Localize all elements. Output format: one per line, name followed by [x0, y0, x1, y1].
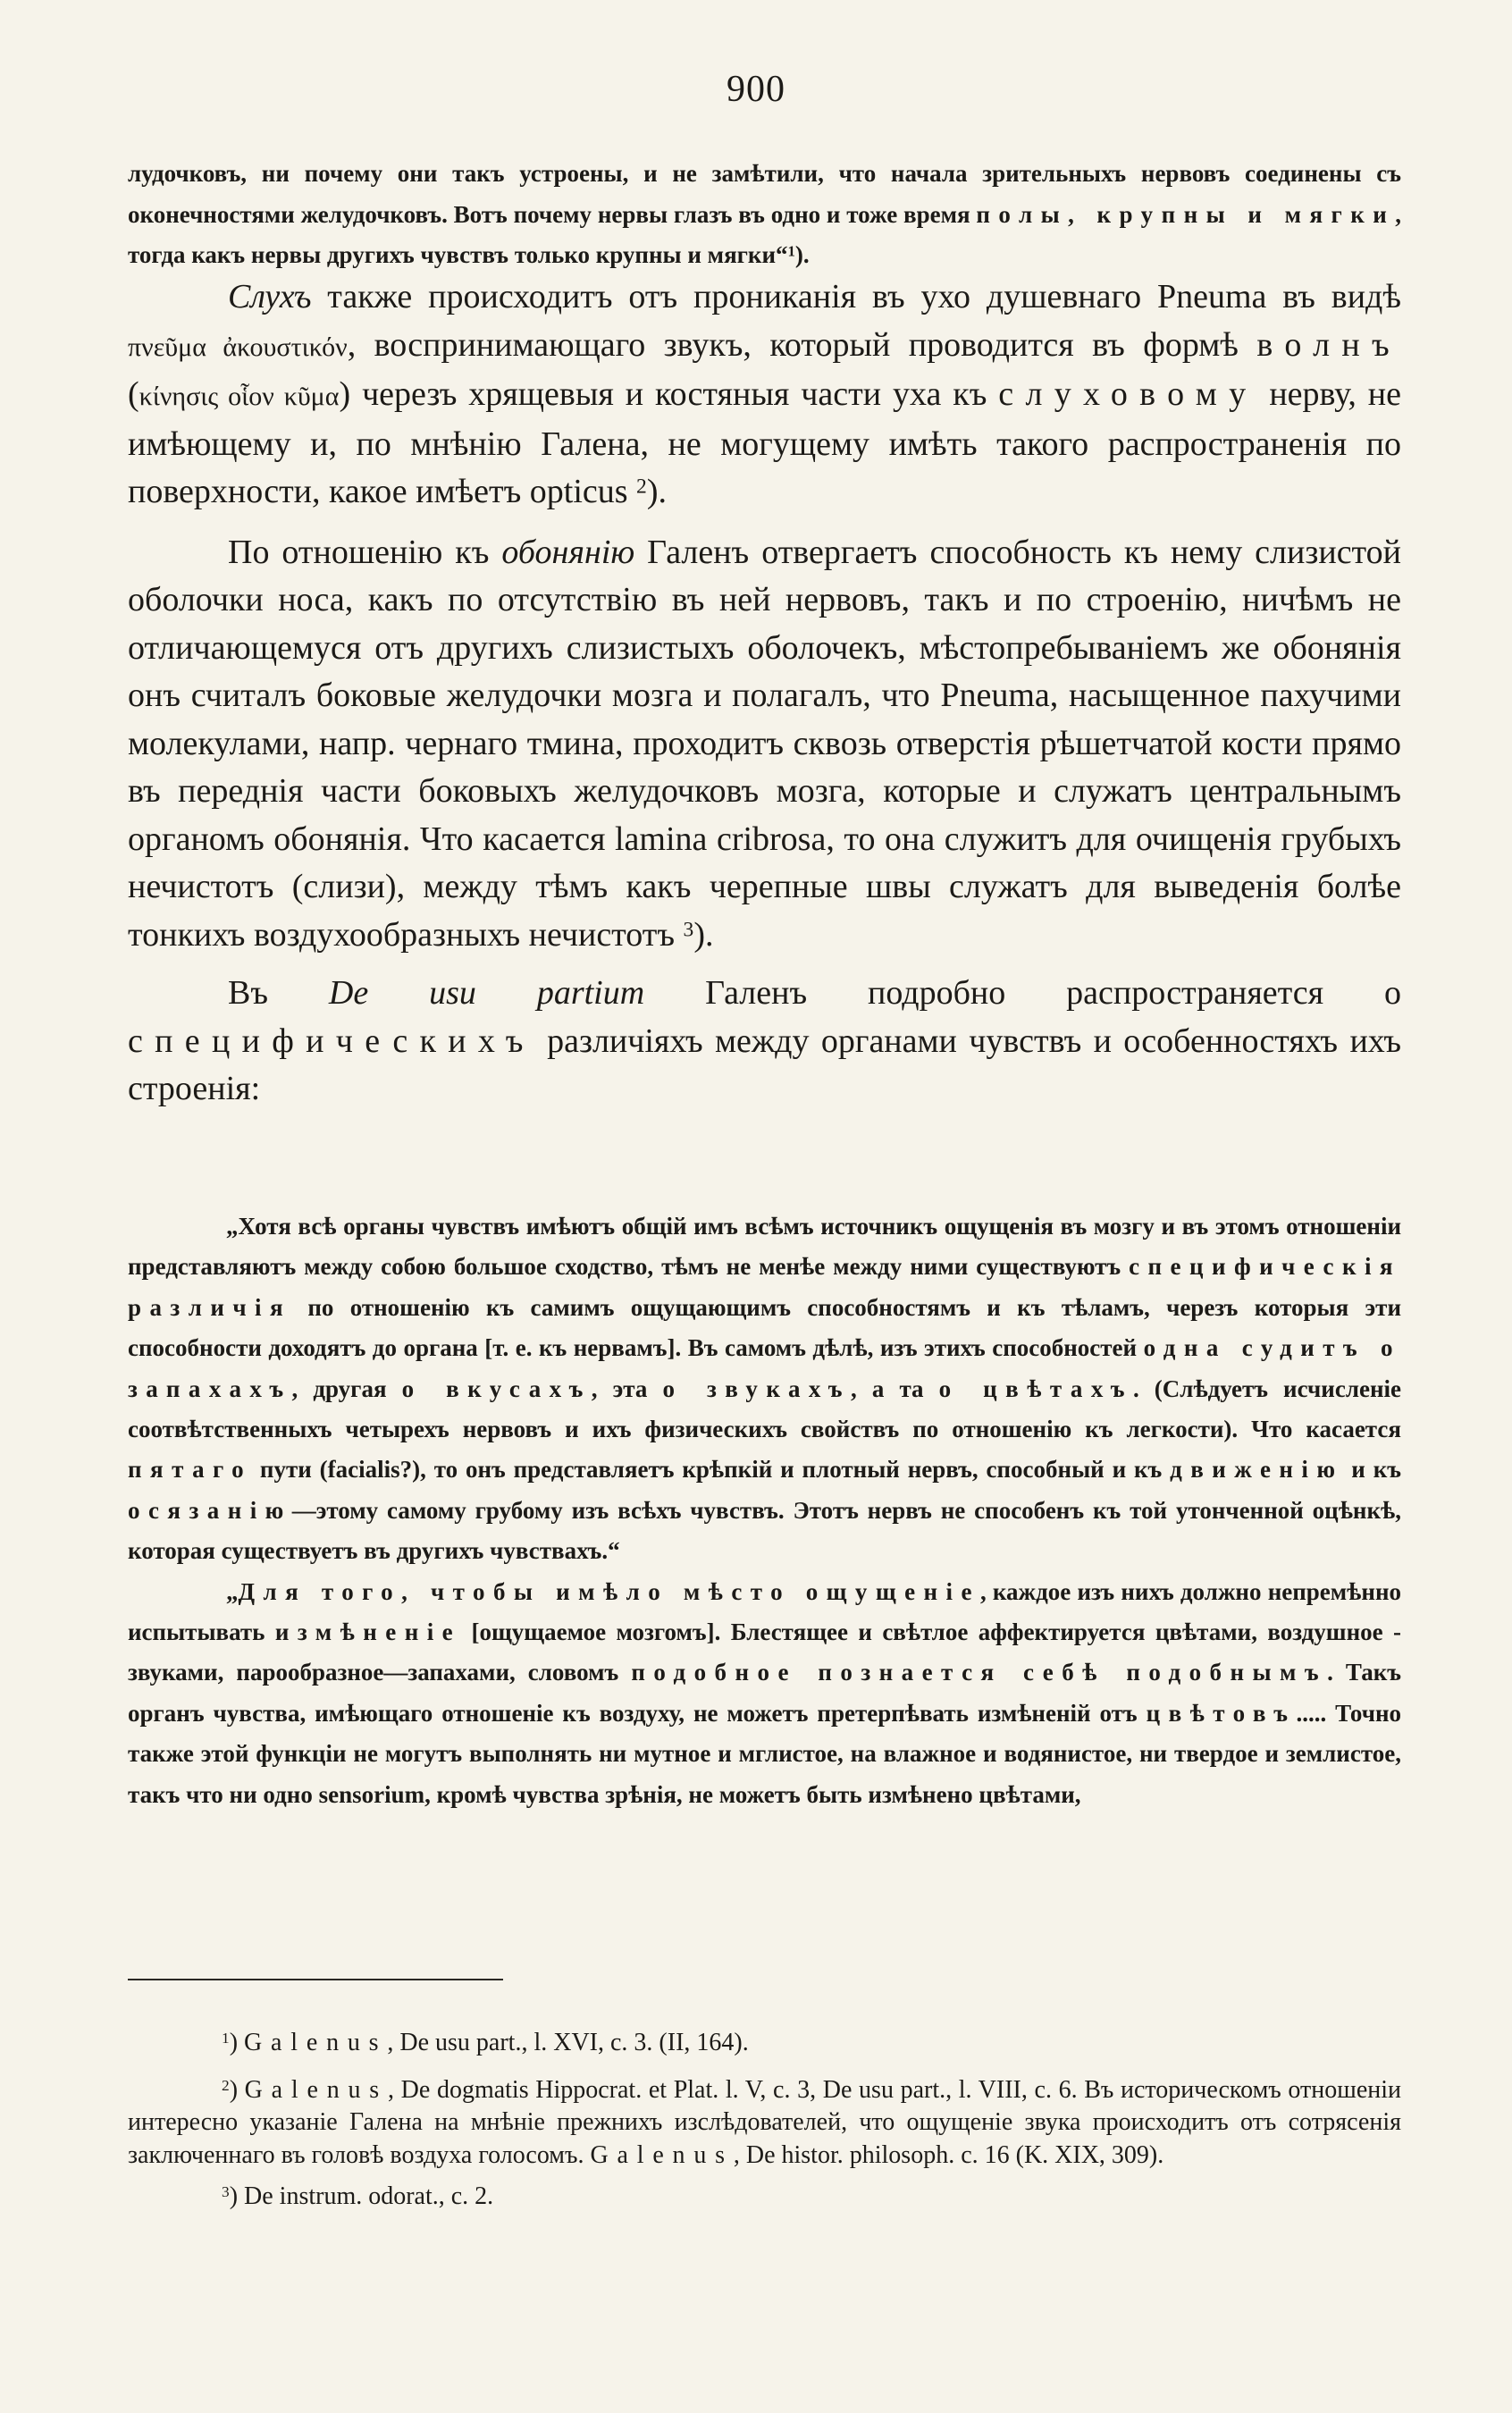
text-run: , другая	[291, 1375, 402, 1402]
text-run: Въ	[228, 974, 329, 1012]
italic-term: обонянію	[501, 533, 635, 571]
spaced-emphasis: полы, крупны и мягки	[976, 200, 1396, 228]
spaced-emphasis: о звукахъ	[662, 1375, 852, 1402]
text-run: пути (facialis?), то онъ представляетъ крѣпкій и плотный нервъ, способный и къ	[252, 1456, 1171, 1484]
greek-term: κίνησις οἷον κῦμα	[139, 382, 340, 411]
footnote-1: $^1$) Galenus, De usu part., l. XVI, c. 3. (II, 164).	[222, 2029, 749, 2056]
footnote-marker: 3	[222, 2183, 230, 2201]
spaced-emphasis: волнъ	[1256, 325, 1401, 364]
text-run: (	[128, 375, 139, 413]
text-run: , De dogmatis Hippocrat. et Plat. l. V, c. 3, De usu part., l. VIII, c. 6. Въ историческомъ отношеніи интересно указаніе Галена на мнѣніе прежнихъ изслѣдователей, что ощущеніе звука происходитъ отъ сотрясенія заключеннаго въ головѣ воздуха голосомъ.	[128, 2075, 1401, 2169]
quote-paragraph-1	[128, 1206, 1401, 1572]
text-run: Галенъ отвергаетъ способность къ нему слизистой оболочки носа, какъ по отсутствію въ ней нервовъ, такъ и по строенію, ничѣмъ не отличающемуся отъ другихъ слизистыхъ оболочекъ, мѣстопребываніемъ же обонянія онъ считалъ боковые желудочки мозга и полагалъ, что Pneuma, насыщенное пахучими молекулами, напр. чернаго тмина, проходитъ сквозь отверстія рѣшетчатой кости прямо въ переднія части боковыхъ желудочковъ мозга, которые и служатъ центральнымъ органомъ обонянія. Что касается lamina cribrosa, то она служитъ для очищенія грубыхъ нечистотъ (слизи), между тѣмъ какъ черепные швы служатъ для выведенія болѣе тонкихъ воздухообразныхъ нечистотъ	[128, 533, 1401, 954]
text-run: , а та	[851, 1375, 939, 1402]
spaced-emphasis: осязанію	[128, 1496, 292, 1524]
text-run: ).	[693, 915, 714, 954]
text-run: различіяхъ между органами чувствъ и особенностяхъ ихъ строенія:	[128, 1022, 1401, 1107]
spaced-emphasis: о вкусахъ	[401, 1375, 592, 1402]
text-run: „	[226, 1577, 239, 1605]
author-name: Galenus	[244, 2075, 389, 2104]
footnote-divider	[128, 1979, 503, 1980]
footnote-ref: 3	[683, 917, 694, 941]
spaced-emphasis: специфическихъ	[128, 1022, 535, 1060]
text-run: и къ	[1343, 1456, 1401, 1484]
spaced-emphasis: одна судитъ о запахахъ	[128, 1334, 1401, 1402]
text-run: , эта	[591, 1375, 663, 1402]
spaced-emphasis: о цвѣтахъ	[938, 1375, 1133, 1402]
quote-paragraph-2	[128, 1572, 1401, 1815]
text-run: , De usu part., l. XVI, c. 3. (II, 164).	[387, 2029, 749, 2056]
text-run: ) черезъ хрящевыя и костяныя части уха къ	[339, 375, 999, 413]
footnote-marker: 1	[222, 2030, 230, 2047]
footnote-ref: 1	[787, 242, 795, 260]
spaced-emphasis: слуховому	[998, 375, 1258, 413]
text-run: , тогда какъ нервы другихъ чувствъ только крупны и мягки“	[128, 200, 1401, 268]
spaced-emphasis: пятаго	[128, 1456, 253, 1484]
spaced-emphasis: цвѣтовъ	[1146, 1699, 1297, 1727]
paragraph-smell	[128, 529, 1401, 960]
text-run: также происходитъ отъ прониканія въ ухо душевнаго Pneuma въ видѣ	[311, 278, 1401, 315]
italic-title: De usu partium	[328, 974, 645, 1012]
text-run: по отношенію къ самимъ ощущающимъ способностямъ и къ тѣламъ, черезъ которыя эти способности доходятъ до органа [т. е. къ нервамъ]. Въ самомъ дѣлѣ, изъ этихъ способностей	[128, 1293, 1401, 1362]
text-run: , каждое изъ нихъ должно непремѣнно испытывать	[128, 1577, 1401, 1646]
page-number: 900	[727, 69, 785, 110]
footnote-marker: 2	[222, 2076, 230, 2094]
paragraph-de-usu-partium	[128, 970, 1401, 1114]
text-run: Галенъ подробно распространяется о	[644, 974, 1401, 1012]
text-run: По отношенію къ	[228, 533, 502, 571]
spaced-emphasis: Для того, чтобы имѣло мѣсто ощущеніе	[238, 1577, 980, 1605]
text-run: [ощущаемое мозгомъ]. Блестящее и свѣтлое аффектируется цвѣтами, воздушное - звуками, парообразное—запахами, словомъ	[128, 1618, 1401, 1686]
text-run: нерву, не имѣющему и, по мнѣнію Галена, не могущему имѣть такого распространенія по поверхности, какое имѣетъ opticus	[128, 375, 1401, 510]
author-name: Galenus	[590, 2140, 734, 2169]
text-run: De instrum. odorat., c. 2.	[244, 2182, 494, 2210]
author-name: Galenus	[244, 2029, 388, 2056]
greek-term: πνεῦμα ἀκουστικόν	[128, 332, 348, 362]
text-run: . Такъ органъ чувства, имѣющаго отношеніе къ воздуху, не можетъ претерпѣвать измѣненій отъ	[128, 1659, 1401, 1727]
italic-term: Слухъ	[228, 278, 312, 315]
spaced-emphasis: подобное познается себѣ подобнымъ	[631, 1659, 1328, 1686]
text-run: лудочковъ, ни почему они такъ устроены, и не замѣтили, что начала зрительныхъ нервовъ соединены съ оконечностями желудочковъ. Вотъ почему нервы глазъ въ одно и тоже время	[128, 160, 1401, 228]
footnotes	[128, 2027, 1401, 2214]
footnote-2: $^2$) Galenus, De dogmatis Hippocrat. et Plat. l. V, c. 3, De usu part., l. VIII, c. 6. Въ историческомъ отношеніи интересно указаніе Галена на мнѣніе прежнихъ изслѣдователей, что ощущеніе звука происходитъ отъ сотрясенія заключеннаго въ головѣ воздуха голосомъ. Galenus, De histor. philosoph. c. 16 (K. XIX, 309).	[128, 2075, 1401, 2169]
spaced-emphasis: специфическія различія	[128, 1253, 1401, 1321]
text-run: —этому самому грубому изъ всѣхъ чувствъ. Этотъ нервъ не способенъ къ той утонченной оцѣнкѣ, которая существуетъ въ другихъ чувствахъ.“	[128, 1496, 1401, 1565]
footnote-3: $^3$) De instrum. odorat., c. 2.	[222, 2182, 494, 2210]
text-run: , воспринимающаго звукъ, который проводится въ формѣ	[347, 325, 1257, 364]
text-run: ).	[794, 241, 810, 268]
footnote-ref: 2	[636, 475, 647, 499]
spaced-emphasis: движенію	[1170, 1456, 1344, 1484]
text-run: ).	[646, 473, 667, 510]
text-run: „Хотя всѣ органы чувствъ имѣютъ общій имъ всѣмъ источникъ ощущенія въ мозгу и въ этомъ отношеніи представляютъ между собою большое сходство, тѣмъ не менѣе между ними существуютъ	[128, 1213, 1401, 1281]
text-run: ..... Точно также этой функціи не могутъ выполнять ни мутное и мглистое, на влажное и водянистое, ни твердое и землистое, такъ что ни одно sensorium, кромѣ чувства зрѣнія, не можетъ быть измѣнено цвѣтами,	[128, 1699, 1401, 1808]
main-text	[128, 273, 1401, 1114]
spaced-emphasis: измѣненіе	[274, 1618, 462, 1646]
paragraph-hearing	[128, 273, 1401, 517]
intro-quote-continuation	[128, 154, 1401, 276]
quotation-block	[128, 1206, 1401, 1815]
text-run: . (Слѣдуетъ исчисленіе соотвѣтственныхъ четырехъ нервовъ и ихъ физическихъ свойствъ по отношенію къ легкости). Что касается	[128, 1375, 1401, 1443]
text-run: , De histor. philosoph. c. 16 (K. XIX, 309).	[733, 2140, 1164, 2169]
